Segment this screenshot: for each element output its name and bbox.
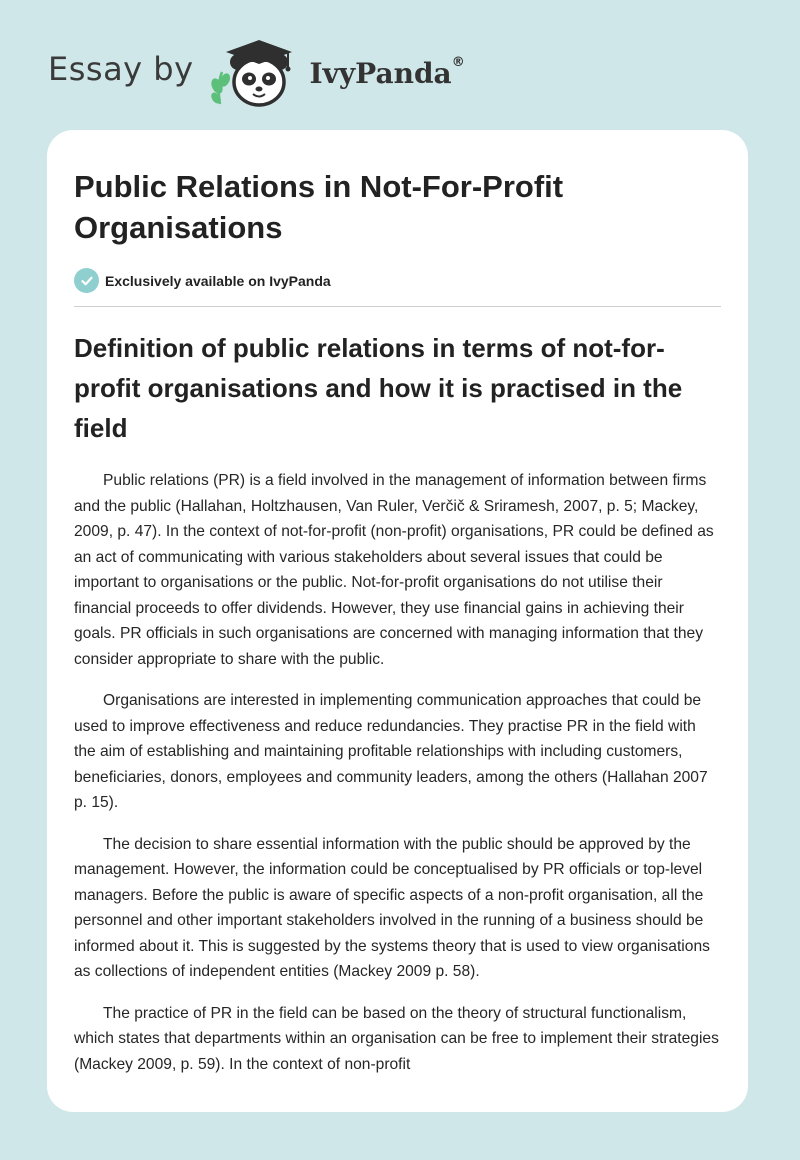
exclusive-label: Exclusively available on IvyPanda — [105, 272, 331, 289]
brand-name: IvyPanda® — [309, 54, 465, 90]
brand-header[interactable] — [48, 34, 465, 110]
registered-mark: ® — [451, 54, 465, 70]
essay-card — [47, 130, 748, 1112]
essay-body — [74, 468, 721, 1077]
check-circle-icon — [74, 268, 99, 293]
panda-graduate-icon — [206, 34, 306, 110]
section-heading: Definition of public relations in terms of not-for-profit organisations and how it is practised in the field — [74, 333, 683, 443]
paragraph: Organisations are interested in implementing communication approaches that could be used to improve effectiveness and reduce redundancies. They practise PR in the field with the aim of establishing and maintaining profitable relationships with including customers, beneficiaries, donors, employees and community leaders, among the others (Hallahan 2007 p. 15). — [74, 692, 708, 811]
essay-title: Public Relations in Not-For-Profit Organisations — [74, 169, 564, 245]
paragraph: The decision to share essential information with the public should be approved by the management. However, the information could be conceptualised by PR officials or top-level managers. Before the public is aware of specific aspects of a non-profit organisation, all the personnel and other important stakeholders involved in the running of a business should be informed about it. This is suggested by the systems theory that is used to view organisations as collections of independent entities (Mackey 2009 p. 58). — [74, 835, 710, 980]
paragraph: The practice of PR in the field can be based on the theory of structural functionalism, which states that departments within an organisation can be free to implement their strategies (Mackey 2009, p. 59). In the context of non-profit — [74, 1004, 719, 1073]
brand-prefix: Essay by — [48, 50, 194, 88]
exclusive-badge — [74, 268, 721, 293]
paragraph: Public relations (PR) is a field involved in the management of information between firms and the public (Hallahan, Holtzhausen, Van Ruler, Verčič & Sriramesh, 2007, p. 5; Mackey, 2009, p. 47). In the context of not-for-profit (non-profit) organisations, PR could be defined as an act of communicating with various stakeholders about several issues that could be important to organisations or the public. Not-for-profit organisations do not utilise their financial proceeds to offer dividends. However, they use financial gains in achieving their goals. PR officials in such organisations are concerned with managing information that they consider appropriate to share with the public. — [74, 472, 714, 668]
divider — [74, 306, 721, 307]
